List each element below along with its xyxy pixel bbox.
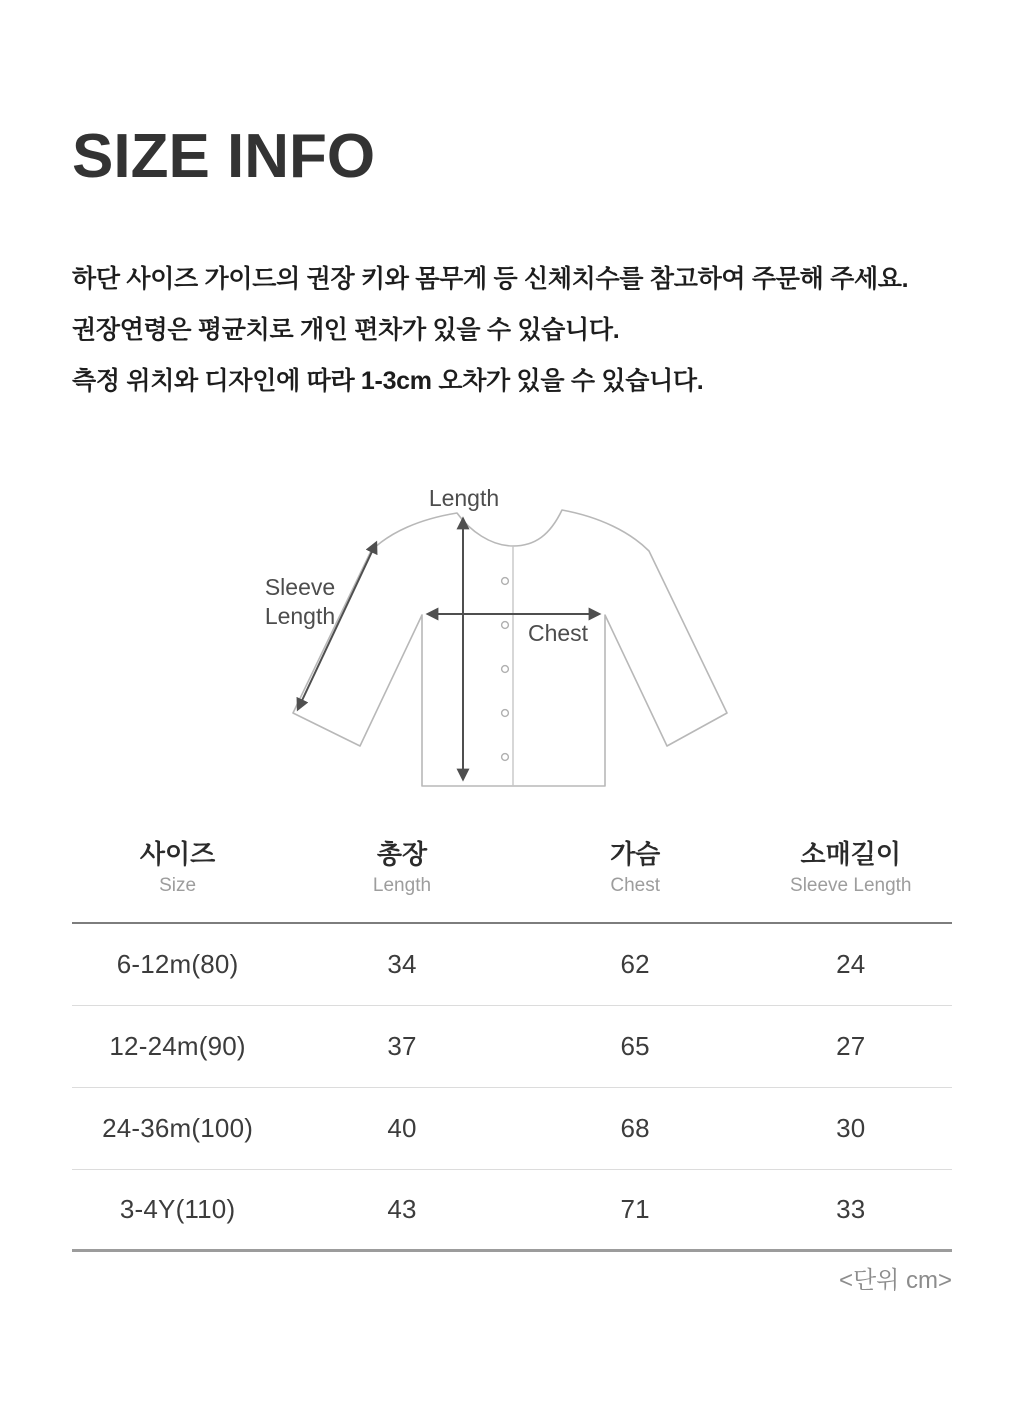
page-title: SIZE INFO bbox=[72, 122, 376, 191]
cell-length: 37 bbox=[387, 1031, 417, 1061]
garment-diagram-svg bbox=[250, 473, 750, 813]
sleeve-length-label-line1: Sleeve bbox=[264, 574, 336, 600]
cell-size: 6-12m(80) bbox=[116, 949, 239, 979]
length-label: Length bbox=[428, 485, 500, 511]
cell-chest: 65 bbox=[620, 1031, 650, 1061]
cell-sleeve: 30 bbox=[836, 1113, 866, 1143]
header-length-ko: 총장 bbox=[376, 839, 428, 869]
cell-sleeve: 27 bbox=[836, 1031, 866, 1061]
cell-sleeve: 24 bbox=[836, 949, 866, 979]
cell-sleeve: 33 bbox=[836, 1194, 866, 1224]
header-cell-chest bbox=[521, 837, 750, 898]
header-cell-length bbox=[283, 837, 521, 898]
header-cell-size bbox=[72, 837, 283, 898]
unit-note: <단위 cm> bbox=[838, 1267, 952, 1294]
garment-measurement-diagram bbox=[250, 473, 750, 813]
cell-size: 12-24m(90) bbox=[109, 1031, 246, 1061]
cell-length: 34 bbox=[387, 949, 417, 979]
table-row bbox=[72, 1006, 952, 1088]
header-size-ko: 사이즈 bbox=[139, 839, 216, 869]
table-row bbox=[72, 924, 952, 1006]
cell-chest: 71 bbox=[620, 1194, 650, 1224]
sleeve-length-label-line2: Length bbox=[264, 603, 336, 629]
header-chest-ko: 가슴 bbox=[610, 839, 661, 869]
size-guide-notes bbox=[72, 254, 952, 407]
garment-outline-graphic bbox=[293, 510, 727, 786]
cell-size: 3-4Y(110) bbox=[119, 1194, 236, 1224]
note-line-3: 측정 위치와 디자인에 따라 1-3cm 오차가 있을 수 있습니다. bbox=[72, 367, 704, 395]
note-line-1: 하단 사이즈 가이드의 권장 키와 몸무게 등 신체치수를 참고하여 주문해 주세요. bbox=[72, 265, 909, 293]
header-sleeve-en: Sleeve Length bbox=[790, 875, 912, 896]
size-table-header bbox=[72, 837, 952, 924]
cell-chest: 62 bbox=[620, 949, 650, 979]
header-length-en: Length bbox=[372, 875, 432, 896]
header-chest-en: Chest bbox=[610, 875, 660, 896]
note-line-2: 권장연령은 평균치로 개인 편차가 있을 수 있습니다. bbox=[72, 316, 620, 344]
cell-chest: 68 bbox=[620, 1113, 650, 1143]
table-row bbox=[72, 1170, 952, 1252]
header-size-en: Size bbox=[159, 875, 197, 896]
header-sleeve-ko: 소매길이 bbox=[800, 839, 901, 869]
header-cell-sleeve bbox=[750, 837, 952, 898]
cell-size: 24-36m(100) bbox=[102, 1113, 254, 1143]
cell-length: 40 bbox=[387, 1113, 417, 1143]
cell-length: 43 bbox=[387, 1194, 417, 1224]
size-table bbox=[72, 837, 952, 1252]
table-row bbox=[72, 1088, 952, 1170]
chest-label: Chest bbox=[527, 620, 589, 646]
